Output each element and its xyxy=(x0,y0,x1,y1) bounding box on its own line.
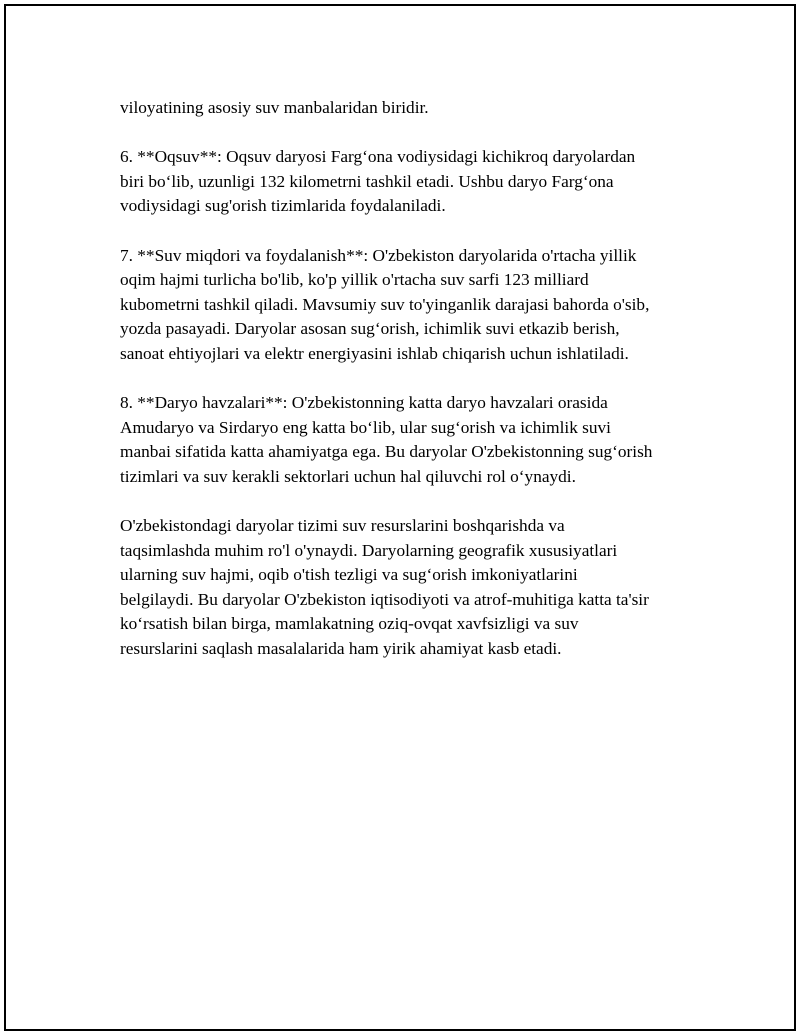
paragraph-suv-miqdori: 7. **Suv miqdori va foydalanish**: O'zbekiston daryolarida o'rtacha yillik oqim hajmi turlicha bo'lib, ko'p yillik o'rtacha suv sarfi 123 milliard kubometrni tashkil qiladi. Mavsumiy suv to'yinganlik darajasi bahorda o'sib, yozda pasayadi. Daryolar asosan sug‘orish, ichimlik suvi etkazib berish, sanoat ehtiyojlari va elektr energiyasini ishlab chiqarish uchun ishlatiladi. xyxy=(120,245,650,363)
document-body xyxy=(120,96,710,686)
document-page xyxy=(4,4,796,1031)
paragraph-continuation: viloyatining asosiy suv manbalaridan biridir. xyxy=(120,98,429,117)
paragraph-oqsuv: 6. **Oqsuv**: Oqsuv daryosi Farg‘ona vodiysidagi kichikroq daryolardan biri bo‘lib, uzunligi 132 kilometrni tashkil etadi. Ushbu daryo Farg‘ona vodiysidagi sug'orish tizimlarida foydalaniladi. xyxy=(120,147,636,216)
paragraph-daryo-havzalari: 8. **Daryo havzalari**: O'zbekistonning katta daryo havzalari orasida Amudaryo va Sirdaryo eng katta bo‘lib, ular sug‘orish va ichimlik suvi manbai sifatida katta ahamiyatga ega. Bu daryolar O'zbekistonning sug‘orish tizimlari va suv kerakli sektorlari uchun hal qiluvchi rol o‘ynaydi. xyxy=(120,393,653,486)
paragraph-conclusion: O'zbekistondagi daryolar tizimi suv resurslarini boshqarishda va taqsimlashda muhim ro'l o'ynaydi. Daryolarning geografik xususiyatlari ularning suv hajmi, oqib o'tish tezligi va sug‘orish imkoniyatlarini belgilaydi. Bu daryolar O'zbekiston iqtisodiyoti va atrof-muhitiga katta ta'sir ko‘rsatish bilan birga, mamlakatning oziq-ovqat xavfsizligi va suv resurslarini saqlash masalalarida ham yirik ahamiyat kasb etadi. xyxy=(120,516,649,659)
